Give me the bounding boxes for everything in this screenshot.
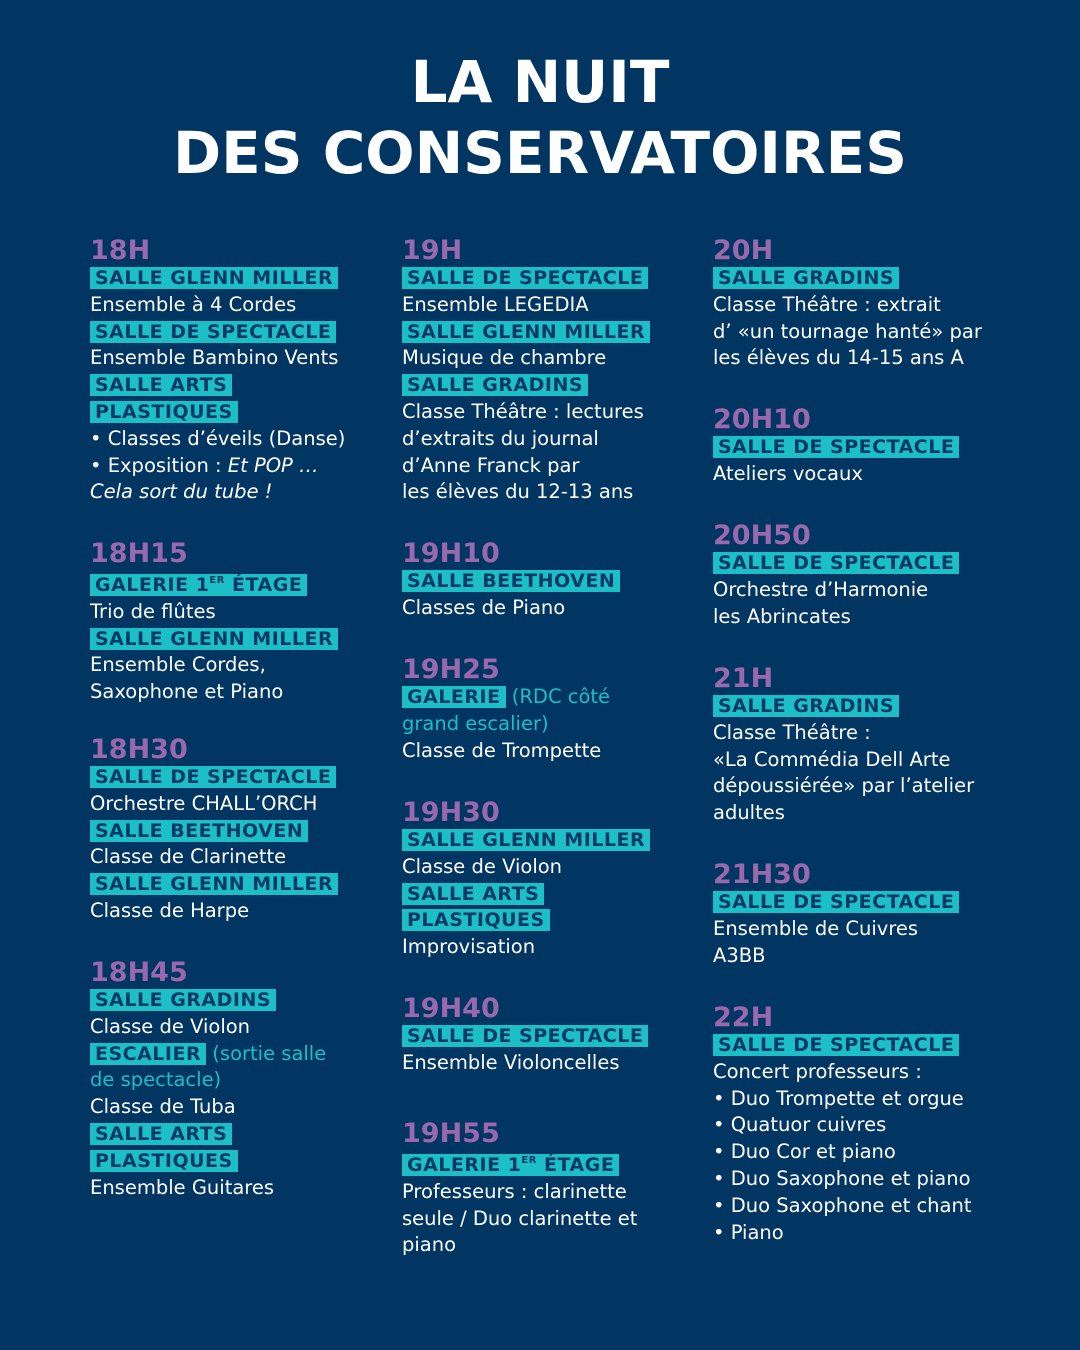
room-label <box>90 989 276 1011</box>
room-label <box>90 628 338 650</box>
room-name: GALERIE <box>407 686 501 708</box>
program-line <box>90 1067 420 1094</box>
page-title-line-1: LA NUIT <box>410 48 670 116</box>
program-line <box>713 319 1043 346</box>
room-note: (sortie salle <box>206 1041 327 1065</box>
time-heading: 19H40 <box>402 993 500 1024</box>
program-line <box>402 319 732 346</box>
performance-text: • Piano <box>713 1220 784 1244</box>
room-name-suffix: ÉTAGE <box>224 574 303 596</box>
program-line <box>402 1148 732 1179</box>
room-label <box>402 883 544 905</box>
room-name: SALLE GLENN MILLER <box>95 267 334 289</box>
room-name: SALLE GLENN MILLER <box>407 829 646 851</box>
program-line <box>90 626 420 653</box>
performance-text: Concert professeurs : <box>713 1059 922 1083</box>
performance-text: A3BB <box>713 943 766 967</box>
program-line <box>402 1232 732 1259</box>
program-line <box>402 292 732 319</box>
performance-text: Professeurs : clarinette <box>402 1179 627 1203</box>
program-line <box>713 800 1043 827</box>
performance-text: Classe Théâtre : lectures <box>402 399 644 423</box>
program-line <box>402 265 732 292</box>
time-heading: 20H50 <box>713 520 811 551</box>
program-line <box>90 844 420 871</box>
program-line <box>90 1121 420 1148</box>
performance-text: les élèves du 14-15 ans A <box>713 346 964 370</box>
program-line <box>713 345 1043 372</box>
performance-text: Orchestre d’Harmonie <box>713 577 929 601</box>
program-line <box>713 434 1043 461</box>
program-line <box>402 399 732 426</box>
performance-text: • Quatuor cuivres <box>713 1113 887 1137</box>
room-label <box>90 374 232 396</box>
program-line <box>402 1179 732 1206</box>
program-line <box>90 1041 420 1068</box>
performance-text: • Duo Trompette et orgue <box>713 1086 964 1110</box>
program-line <box>90 764 420 791</box>
performance-text: Classes de Piano <box>402 595 566 619</box>
room-label <box>402 267 648 289</box>
room-superscript: ER <box>209 575 225 586</box>
performance-text: Ensemble LEGEDIA <box>402 292 589 316</box>
room-label <box>90 1150 238 1172</box>
program-line <box>90 1175 420 1202</box>
performance-text: Classe de Trompette <box>402 738 602 762</box>
performance-text: • Exposition : <box>90 453 228 477</box>
time-slot <box>402 236 732 506</box>
performance-text: Ensemble à 4 Cordes <box>90 292 297 316</box>
room-name: SALLE GRADINS <box>718 267 895 289</box>
time-slot <box>402 1119 732 1259</box>
program-line <box>713 604 1043 631</box>
performance-text: Trio de flûtes <box>90 599 216 623</box>
room-label <box>713 891 959 913</box>
room-name: PLASTIQUES <box>407 909 545 932</box>
time-slot <box>90 236 420 506</box>
room-note: de spectacle) <box>90 1068 222 1092</box>
time-slot <box>713 405 1043 488</box>
program-line <box>90 479 420 506</box>
program-line <box>402 453 732 480</box>
time-slot <box>402 798 732 961</box>
time-heading: 18H45 <box>90 957 188 988</box>
time-heading: 20H <box>713 235 774 266</box>
time-slot <box>713 1003 1043 1246</box>
room-label <box>713 1034 959 1056</box>
room-name: SALLE GLENN MILLER <box>95 873 334 896</box>
program-line <box>713 720 1043 747</box>
performance-text: piano <box>402 1233 457 1257</box>
performance-text: Ensemble Guitares <box>90 1175 275 1199</box>
room-name: SALLE GLENN MILLER <box>95 627 334 650</box>
room-name: SALLE GRADINS <box>95 989 272 1011</box>
room-name: ESCALIER <box>95 1042 202 1065</box>
program-line <box>90 265 420 292</box>
program-line <box>90 399 420 426</box>
program-line <box>402 372 732 399</box>
program-line <box>402 711 732 738</box>
program-line <box>402 595 732 622</box>
room-label <box>402 1154 619 1176</box>
room-name: SALLE DE SPECTACLE <box>407 267 644 289</box>
room-label <box>402 909 550 931</box>
time-slot <box>90 539 420 706</box>
time-heading: 19H10 <box>402 538 500 569</box>
room-name: SALLE DE SPECTACLE <box>95 320 332 343</box>
performance-text: • Duo Saxophone et chant <box>713 1193 972 1217</box>
room-name: SALLE DE SPECTACLE <box>95 766 332 788</box>
performance-text: «La Commédia Dell Arte <box>713 747 951 771</box>
room-label <box>90 401 238 423</box>
program-line <box>90 345 420 372</box>
program-line <box>402 827 732 854</box>
time-slot <box>713 521 1043 630</box>
performance-text: Classe Théâtre : extrait <box>713 292 941 316</box>
program-line <box>90 679 420 706</box>
performance-text: seule / Duo clarinette et <box>402 1206 638 1230</box>
room-name: SALLE GRADINS <box>407 374 584 397</box>
time-heading: 22H <box>713 1002 774 1033</box>
room-name-suffix: ÉTAGE <box>536 1154 615 1176</box>
time-heading: 21H <box>713 663 774 694</box>
room-label <box>402 686 506 708</box>
program-line <box>402 684 732 711</box>
room-label <box>90 574 307 596</box>
time-slot <box>402 539 732 622</box>
room-note: grand escalier) <box>402 711 549 735</box>
program-line <box>90 453 420 480</box>
time-heading: 19H25 <box>402 654 500 685</box>
room-name: SALLE DE SPECTACLE <box>718 1034 955 1056</box>
room-label <box>402 829 650 851</box>
program-line <box>90 791 420 818</box>
time-slot <box>713 664 1043 827</box>
room-superscript: ER <box>521 1155 537 1166</box>
performance-text: les Abrincates <box>713 604 851 628</box>
room-name: SALLE DE SPECTACLE <box>718 891 955 913</box>
room-name: SALLE ARTS <box>407 882 540 905</box>
program-line <box>402 854 732 881</box>
performance-text: Saxophone et Piano <box>90 680 284 704</box>
program-line <box>402 738 732 765</box>
program-line <box>402 1050 732 1077</box>
program-line <box>713 1220 1043 1247</box>
room-label <box>713 267 899 289</box>
time-heading: 18H15 <box>90 538 188 569</box>
room-label <box>90 1043 206 1065</box>
room-name: PLASTIQUES <box>95 1149 233 1172</box>
program-line <box>90 987 420 1014</box>
room-note: (RDC côté <box>505 685 611 708</box>
performance-text: dépoussiérée» par l’atelier <box>713 774 975 798</box>
room-label <box>402 570 620 592</box>
room-name: SALLE GRADINS <box>718 695 895 717</box>
room-name: SALLE DE SPECTACLE <box>407 1025 644 1047</box>
program-line <box>402 1023 732 1050</box>
room-label <box>713 695 899 717</box>
program-line <box>90 568 420 599</box>
program-line <box>713 943 1043 970</box>
room-name: GALERIE 1 <box>95 574 210 596</box>
program-line <box>90 818 420 845</box>
time-heading: 21H30 <box>713 859 811 890</box>
program-line <box>402 934 732 961</box>
performance-text: • Duo Cor et piano <box>713 1140 896 1164</box>
program-line <box>90 426 420 453</box>
performance-text: Classe de Clarinette <box>90 845 287 869</box>
program-line <box>713 773 1043 800</box>
performance-text: Ensemble Cordes, <box>90 653 266 677</box>
room-name: SALLE GLENN MILLER <box>407 320 646 343</box>
page-title-line-2: DES CONSERVATOIRES <box>172 119 908 187</box>
program-line <box>713 1112 1043 1139</box>
program-line <box>402 426 732 453</box>
room-label <box>713 436 959 458</box>
program-line <box>90 898 420 925</box>
program-line <box>713 889 1043 916</box>
room-name: SALLE BEETHOVEN <box>407 570 616 592</box>
room-label <box>713 552 959 574</box>
program-line <box>402 1206 732 1233</box>
time-slot <box>402 994 732 1077</box>
performance-text: Musique de chambre <box>402 346 607 370</box>
program-line <box>713 1166 1043 1193</box>
performance-text: adultes <box>713 801 785 825</box>
time-heading: 18H <box>90 235 151 266</box>
program-line <box>90 1148 420 1175</box>
room-label <box>90 820 308 842</box>
program-line <box>713 550 1043 577</box>
performance-text: • Classes d’éveils (Danse) <box>90 426 346 450</box>
time-heading: 19H <box>402 235 463 266</box>
program-line <box>713 265 1043 292</box>
program-line <box>402 345 732 372</box>
exhibition-title: Et POP … <box>227 453 319 477</box>
room-name: SALLE ARTS <box>95 1122 228 1145</box>
program-line <box>713 1086 1043 1113</box>
performance-text: Classe de Harpe <box>90 898 250 922</box>
time-heading: 18H30 <box>90 734 188 765</box>
time-slot <box>90 735 420 925</box>
program-line <box>713 461 1043 488</box>
room-name: SALLE ARTS <box>95 374 228 397</box>
program-line <box>90 599 420 626</box>
program-line <box>713 747 1043 774</box>
performance-text: Ensemble de Cuivres <box>713 916 919 940</box>
program-line <box>402 568 732 595</box>
room-label <box>90 766 336 788</box>
performance-text: d’Anne Franck par <box>402 453 580 477</box>
room-label <box>90 1123 232 1145</box>
performance-text: Improvisation <box>402 935 536 959</box>
performance-text: d’extraits du journal <box>402 426 599 450</box>
room-name: PLASTIQUES <box>95 400 233 423</box>
time-slot <box>90 958 420 1201</box>
room-label <box>90 321 336 343</box>
performance-text: Classe de Violon <box>402 854 563 878</box>
performance-text: Ateliers vocaux <box>713 461 863 485</box>
program-line <box>402 881 732 908</box>
program-line <box>90 652 420 679</box>
performance-text: Orchestre CHALL’ORCH <box>90 791 318 815</box>
program-line <box>713 693 1043 720</box>
program-line <box>402 479 732 506</box>
program-line <box>713 292 1043 319</box>
room-label <box>402 321 650 343</box>
time-slot <box>713 860 1043 969</box>
program-line <box>90 1014 420 1041</box>
program-line <box>90 1094 420 1121</box>
time-heading: 20H10 <box>713 404 811 435</box>
exhibition-title: Cela sort du tube ! <box>90 480 273 504</box>
room-label <box>402 1025 648 1047</box>
program-line <box>90 319 420 346</box>
time-slot <box>713 236 1043 372</box>
program-line <box>713 916 1043 943</box>
program-line <box>713 1059 1043 1086</box>
room-label <box>90 873 338 895</box>
room-label <box>90 267 338 289</box>
program-line <box>402 907 732 934</box>
program-line <box>90 372 420 399</box>
program-line <box>713 577 1043 604</box>
room-name: SALLE DE SPECTACLE <box>718 552 955 574</box>
room-name: GALERIE 1 <box>407 1154 522 1176</box>
performance-text: les élèves du 12-13 ans <box>402 480 634 504</box>
room-label <box>402 374 588 396</box>
performance-text: d’ «un tournage hanté» par <box>713 319 982 343</box>
performance-text: Ensemble Bambino Vents <box>90 346 339 370</box>
program-line <box>713 1139 1043 1166</box>
time-heading: 19H55 <box>402 1118 500 1149</box>
performance-text: Ensemble Violoncelles <box>402 1050 620 1074</box>
program-line <box>90 871 420 898</box>
performance-text: • Duo Saxophone et piano <box>713 1166 971 1190</box>
performance-text: Classe de Tuba <box>90 1095 236 1119</box>
time-heading: 19H30 <box>402 797 500 828</box>
room-name: SALLE BEETHOVEN <box>95 819 304 842</box>
program-line <box>713 1193 1043 1220</box>
room-name: SALLE DE SPECTACLE <box>718 436 955 458</box>
time-slot <box>402 655 732 764</box>
performance-text: Classe Théâtre : <box>713 720 871 744</box>
program-line <box>90 292 420 319</box>
program-line <box>713 1032 1043 1059</box>
performance-text: Classe de Violon <box>90 1014 251 1038</box>
